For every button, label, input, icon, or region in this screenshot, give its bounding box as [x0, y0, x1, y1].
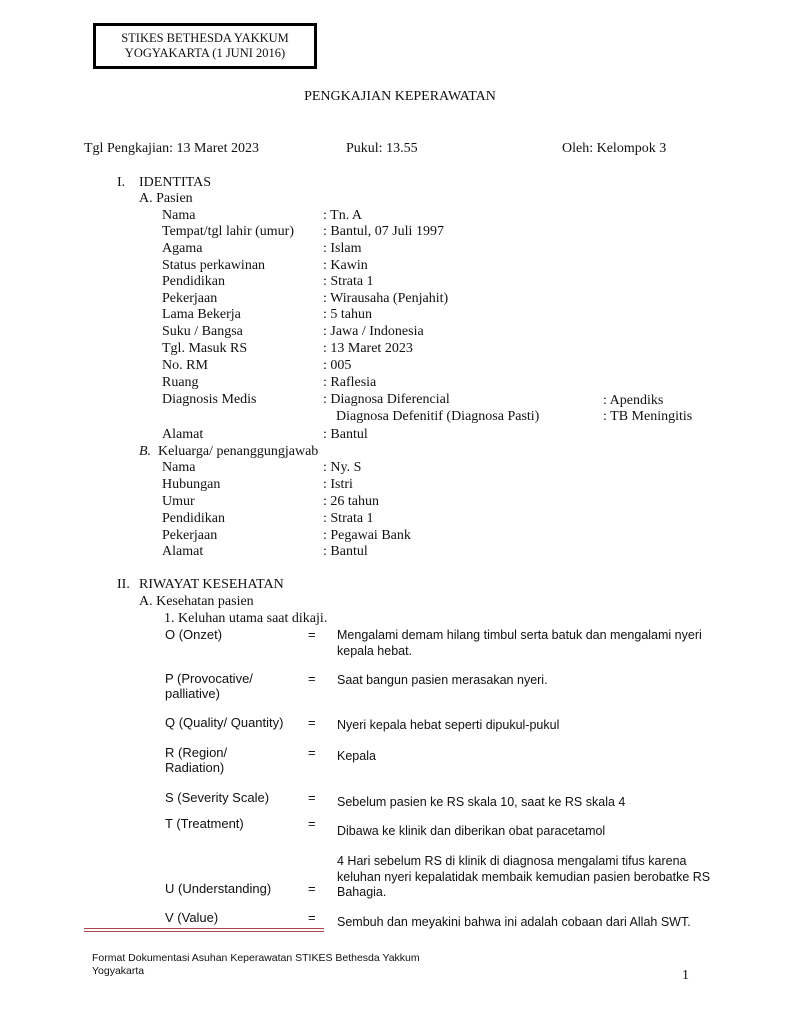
- pqrst-value: Sebelum pasien ke RS skala 10, saat ke RS skala 4: [337, 795, 626, 809]
- assessed-by: Oleh: Kelompok 3: [562, 141, 667, 156]
- pqrst-equals: =: [308, 745, 316, 760]
- footer-text-cut: Yogyakarta: [92, 965, 145, 977]
- family-field-value: : 26 tahun: [323, 494, 379, 509]
- pqrst-value: 4 Hari sebelum RS di klinik di diagnosa mengalami tifus karena keluhan nyeri kepalatidak membaik kemudian pasien berobatke RS Bahagia.: [337, 854, 711, 899]
- pqrst-equals: =: [308, 671, 316, 686]
- pqrst-label: R (Region/ Radiation): [165, 745, 228, 775]
- patient-field-label: Lama Bekerja: [162, 307, 241, 322]
- diagnosis-definitive-label: Diagnosa Defenitif (Diagnosa Pasti): [336, 409, 540, 424]
- pqrst-value: Kepala: [337, 749, 376, 763]
- subsection-family: Keluarga/ penanggungjawab: [158, 444, 319, 459]
- pqrst-equals: =: [308, 715, 316, 730]
- institution-name: STIKES BETHESDA YAKKUM: [121, 31, 289, 45]
- assessment-date: Tgl Pengkajian: 13 Maret 2023: [84, 141, 259, 156]
- patient-field-label: Pekerjaan: [162, 291, 218, 306]
- pqrst-value: Nyeri kepala hebat seperti dipukul-pukul: [337, 718, 560, 732]
- section-2-number: II.: [117, 577, 130, 592]
- patient-field-label: Diagnosis Medis: [162, 392, 257, 407]
- pqrst-value: Sembuh dan meyakini bahwa ini adalah cobaan dari Allah SWT.: [337, 915, 691, 929]
- patient-address-label: Alamat: [162, 427, 204, 442]
- patient-field-value: : Tn. A: [323, 208, 363, 223]
- family-field-value: : Istri: [323, 477, 353, 492]
- pqrst-value: Dibawa ke klinik dan diberikan obat paracetamol: [337, 824, 606, 838]
- pqrst-value: Saat bangun pasien merasakan nyeri.: [337, 673, 548, 687]
- family-field-label: Alamat: [162, 544, 204, 559]
- patient-field-value: : Strata 1: [323, 274, 374, 289]
- patient-field-label: Agama: [162, 241, 203, 256]
- patient-field-value: : Wirausaha (Penjahit): [323, 291, 449, 306]
- section-2-title: RIWAYAT KESEHATAN: [139, 577, 284, 592]
- family-field-label: Pekerjaan: [162, 528, 218, 543]
- pqrst-label: S (Severity Scale): [165, 790, 270, 805]
- diagnosis-differential-value: : Apendiks: [603, 393, 664, 408]
- family-field-label: Nama: [162, 460, 196, 475]
- pqrst-equals: =: [308, 816, 316, 831]
- patient-address-value: : Bantul: [323, 427, 368, 442]
- pqrst-equals: =: [308, 627, 316, 642]
- patient-field-label: Suku / Bangsa: [162, 324, 243, 339]
- patient-field-value: : 005: [323, 358, 352, 373]
- family-field-label: Hubungan: [162, 477, 221, 492]
- diagnosis-definitive-value: : TB Meningitis: [603, 409, 693, 424]
- patient-field-value: : Islam: [323, 241, 362, 256]
- family-field-value: : Bantul: [323, 544, 368, 559]
- patient-field-label: No. RM: [162, 358, 208, 373]
- patient-field-label: Ruang: [162, 375, 199, 390]
- pqrst-equals: =: [308, 881, 316, 896]
- patient-field-label: Status perkawinan: [162, 258, 266, 273]
- patient-field-label: Tgl. Masuk RS: [162, 341, 248, 356]
- patient-field-value: : Raflesia: [323, 375, 377, 390]
- table-bottom-line: [84, 928, 324, 929]
- footer-text: Format Dokumentasi Asuhan Keperawatan STIKES Bethesda Yakkum: [92, 952, 420, 964]
- section-1-number: I.: [117, 175, 126, 190]
- patient-field-value: : Bantul, 07 Juli 1997: [323, 224, 444, 239]
- pqrst-equals: =: [308, 910, 316, 925]
- table-bottom-line-2: [84, 931, 324, 932]
- patient-field-value: : 5 tahun: [323, 307, 372, 322]
- patient-field-value: : Jawa / Indonesia: [323, 324, 424, 339]
- section-1-title: IDENTITAS: [139, 175, 211, 190]
- family-field-value: : Strata 1: [323, 511, 374, 526]
- institution-header-box: [93, 23, 317, 69]
- pqrst-value: Mengalami demam hilang timbul serta batuk dan mengalami nyeri kepala hebat.: [337, 628, 702, 658]
- patient-field-value: : Kawin: [323, 258, 368, 273]
- pqrst-equals: =: [308, 790, 316, 805]
- pqrst-label: V (Value): [165, 910, 219, 925]
- patient-field-value: : Diagnosa Diferencial: [323, 392, 450, 407]
- family-field-value: : Ny. S: [323, 460, 362, 475]
- family-field-value: : Pegawai Bank: [323, 528, 411, 543]
- family-field-label: Pendidikan: [162, 511, 225, 526]
- subsection-pasien: A. Pasien: [139, 191, 193, 206]
- pqrst-label: P (Provocative/ palliative): [165, 671, 253, 701]
- patient-field-label: Tempat/tgl lahir (umur): [162, 224, 294, 239]
- document-title: PENGKAJIAN KEPERAWATAN: [304, 89, 496, 104]
- pqrst-label: O (Onzet): [165, 627, 223, 642]
- institution-location: YOGYAKARTA (1 JUNI 2016): [124, 46, 286, 60]
- assessment-time: Pukul: 13.55: [346, 141, 418, 156]
- patient-field-label: Pendidikan: [162, 274, 225, 289]
- chief-complaint-heading: 1. Keluhan utama saat dikaji.: [164, 611, 328, 626]
- patient-field-label: Nama: [162, 208, 196, 223]
- pqrst-label: T (Treatment): [165, 816, 244, 831]
- patient-field-value: : 13 Maret 2023: [323, 341, 413, 356]
- page-number: 1: [682, 968, 689, 983]
- subsection-health: A. Kesehatan pasien: [139, 594, 254, 609]
- subsection-family-letter: B.: [139, 444, 152, 459]
- family-field-label: Umur: [162, 494, 195, 509]
- pqrst-label: U (Understanding): [165, 881, 272, 896]
- pqrst-label: Q (Quality/ Quantity): [165, 715, 284, 730]
